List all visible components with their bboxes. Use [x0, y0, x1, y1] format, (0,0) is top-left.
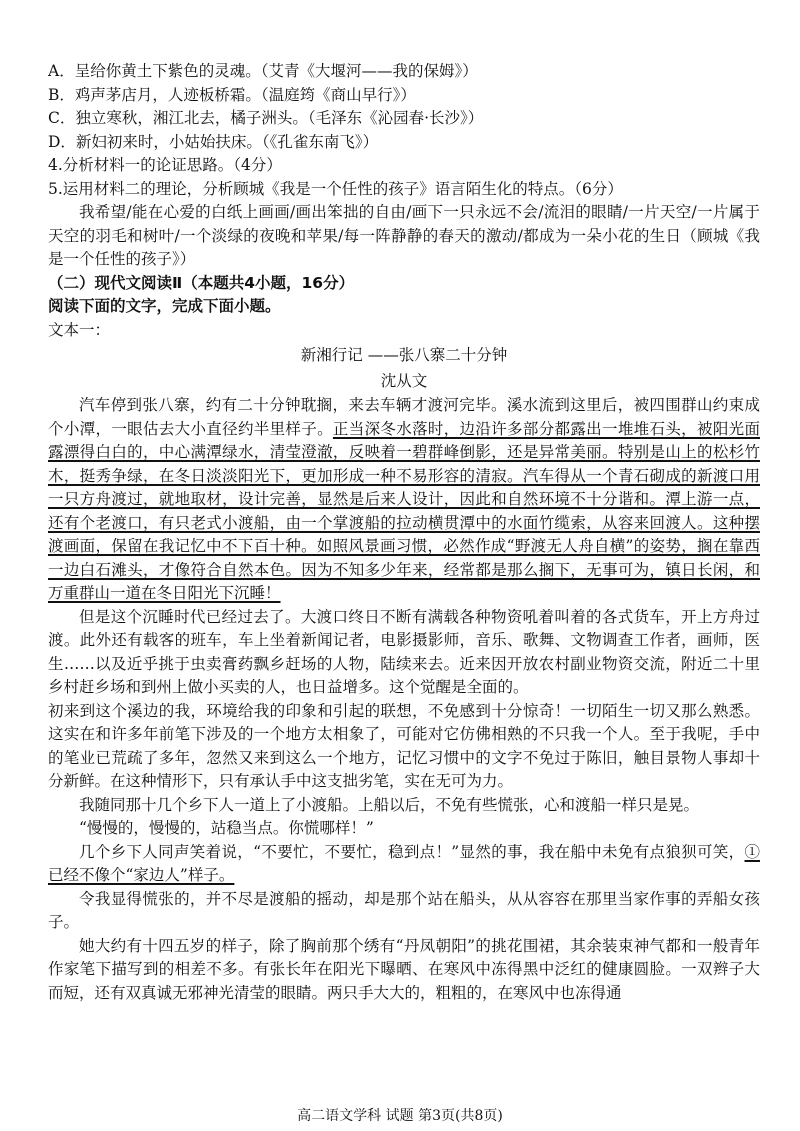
option-b: B．鸡声茅店月，人迹板桥霜。（温庭筠《商山早行》） [48, 85, 416, 104]
article-title: 新湘行记 ——张八寨二十分钟 [300, 346, 508, 364]
paragraph-6-plain: 几个乡下人同声笑着说，“不要忙，不要忙，稳到点！”显然的事，我在船中未免有点狼狈可笑， [79, 842, 745, 861]
option-d: D．新妇初来时，小姑始扶床。（《孔雀东南飞》） [48, 132, 379, 151]
section-heading: （二）现代文阅读Ⅱ（本题共4小题，16分） [48, 273, 355, 292]
page-footer: 高二语文学科 试题 第3页(共8页) [297, 1108, 503, 1124]
paragraph-3: 初来到这个溪边的我，环境给我的印象和引起的联想，不免感到十分惊奇！一切陌生一切又那么熟悉。这实在和许多年前笔下涉及的一个地方太相象了，可能对它仿佛相熟的不只我一个人。至于我呢，手中的笔业已荒疏了多年，忽然又来到这么一个地方，记忆习惯中的文字不免过于陈旧，触目景物人事却十分新鲜。在这种情形下，只有承认手中这支拙劣笔，实在无可为力。 [48, 701, 760, 790]
option-c: C．独立寒秋，湘江北去，橘子洲头。（毛泽东《沁园春·长沙》） [48, 109, 484, 127]
paragraph-7: 令我显得慌张的，并不尽是渡船的摇动，却是那个站在船头，从从容容在那里当家作事的弄船女孩子。 [48, 889, 760, 931]
paragraph-1-plain: 汽车停到张八寨，约有二十分钟耽搁，来去车辆才渡河完毕。溪水流到这里后，被四围群山约束成个小潭，一眼估去大小直径约半里样子。 [48, 396, 760, 438]
question-5: 5.运用材料二的理论，分析顾城《我是一个任性的孩子》语言陌生化的特点。（6分） [48, 179, 623, 198]
option-a: A．呈给你黄土下紫色的灵魂。（艾青《大堰河——我的保姆》） [48, 62, 478, 80]
text-label: 文本一： [48, 320, 111, 339]
paragraph-5: “慢慢的，慢慢的，站稳当点。你慌哪样！” [79, 819, 374, 837]
instruction: 阅读下面的文字，完成下面小题。 [48, 297, 281, 315]
poem-excerpt: 我希望/能在心爱的白纸上画画/画出笨拙的自由/画下一只永远不会/流泪的眼睛/一片天空/一片属于天空的羽毛和树叶/一个淡绿的夜晚和苹果/每一阵静静的春天的激动/都成为一朵小花的生日（顾城《我是一个任性的孩子》） [48, 203, 760, 268]
paragraph-4: 我随同那十几个乡下人一道上了小渡船。上船以后，不免有些慌张，心和渡船一样只是晃。 [79, 795, 700, 814]
article-author: 沈从文 [380, 372, 428, 390]
paragraph-1-underlined: 正当深冬水落时，边沿许多部分都露出一堆堆石头，被阳光面露漂得白白的，中心满潭绿水，清莹澄澈，反映着一碧群峰倒影，还是异常美丽。特别是山上的松杉竹木，挺秀争绿，在冬日淡淡阳光下，更加形成一种不易形容的清寂。汽车得从一个青石砌成的新渡口用一只方舟渡过，就地取材，设计完善，显然是后来人设计，因此和自然环境不十分谐和。潭上游一点，还有个老渡口，有只老式小渡船，由一个掌渡船的拉动横贯潭中的水面竹缆索，从容来回渡人。这种摆渡画面，保留在我记忆中不下百十种。如照风景画习惯，必然作成“野渡无人舟自横”的姿势，搁在靠西一边白石滩头，才像符合自然本色。因为不知多少年来，经常都是那么搁下，无事可为，镇日长闲，和万重群山一道在冬日阳光下沉睡！ [48, 419, 760, 602]
paragraph-6-underlined: ①已经不像个“家边人”样子。 [48, 842, 760, 884]
paragraph-6 [48, 841, 760, 888]
paragraph-1 [48, 394, 760, 606]
paragraph-2: 但是这个沉睡时代已经过去了。大渡口终日不断有满载各种物资吼着叫着的各式货车，开上方舟过渡。此外还有载客的班车，车上坐着新闻记者，电影摄影师，音乐、歌舞、文物调查工作者，画师，医生……以及近乎挑于虫卖膏药飘乡赶场的人物，陆续来去。近来因开放农村副业物资交流，附近二十里乡村赶乡场和到州上做小买卖的人，也日益增多。这个觉醒是全面的。 [48, 607, 760, 696]
question-4: 4.分析材料一的论证思路。（4分） [48, 156, 282, 174]
paragraph-8: 她大约有十四五岁的样子，除了胸前那个绣有“丹凤朝阳”的挑花围裙，其余装束神气都和一般青年作家笔下描写到的相差不多。有张长年在阳光下曝晒、在寒风中冻得黑中泛红的健康圆脸。一双辫子大而短，还有双真诚无邪神光清莹的眼睛。两只手大大的，粗粗的，在寒风中也冻得通 [48, 936, 760, 1002]
